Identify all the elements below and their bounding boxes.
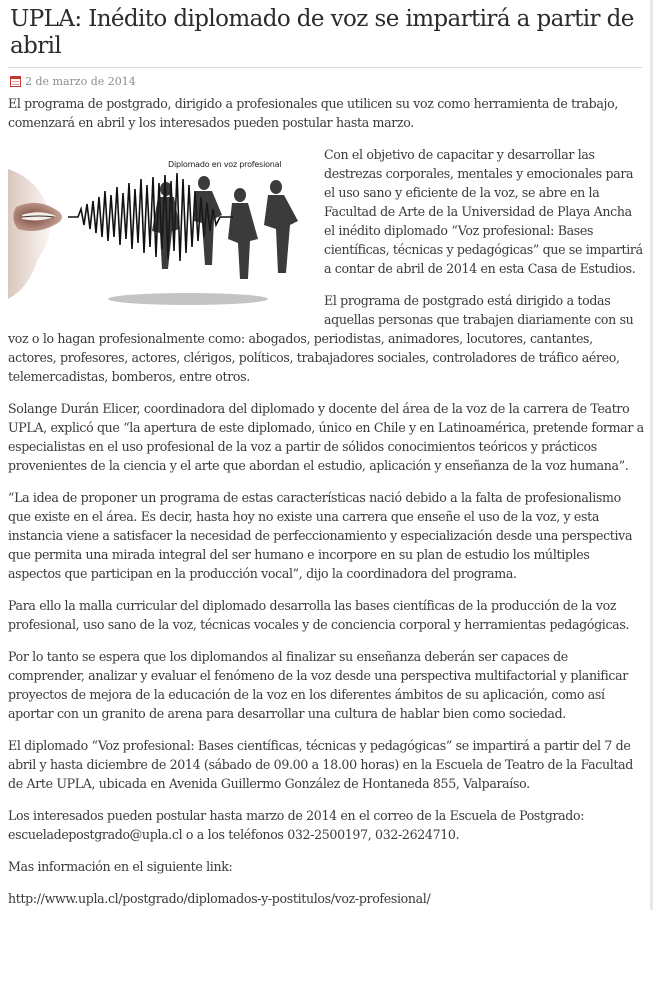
image-caption: Diplomado en voz profesional [168,160,282,169]
paragraph-quote: “La idea de proponer un programa de estas características nació debido a la falta de profesionalismo que existe en el área. Es decir, hasta hoy no existe una carrera que enseñe el uso de la voz, y esta instancia viene a satisfacer la necesidad de perfeccionamiento y especialización desde una perspectiva que permita una mirada integral del ser humano e incorpore en su plan de estudio los múltiples aspectos que participan en la producción vocal”, dijo la coordinadora del programa. [8,490,633,581]
article-body [8,94,644,921]
paragraph-schedule: El diplomado “Voz profesional: Bases científicas, técnicas y pedagógicas” se impartirá a partir del 7 de abril y hasta diciembre de 2014 (sábado de 09.00 a 18.00 horas) en la Escuela de Teatro de la Facultad de Arte UPLA, ubicada en Avenida Guillermo González de Hontaneda 855, Valparaíso. [8,738,633,791]
article-date: 2 de marzo de 2014 [25,74,136,88]
paragraph-contact: Los interesados pueden postular hasta marzo de 2014 en el correo de la Escuela de Postgrado: escueladepostgrado@upla.cl o a los teléfonos 032-2500197, 032-2624710. [8,808,585,842]
article-image [8,149,310,313]
paragraph-curriculum: Para ello la malla curricular del diplomado desarrolla las bases científicas de la producción de la voz profesional, uso sano de la voz, técnicas vocales y de conciencia corporal y herramientas pedagógicas. [8,598,630,632]
paragraph-outcomes: Por lo tanto se espera que los diplomandos al finalizar su enseñanza deberán ser capaces de comprender, analizar y evaluar el fenómeno de la voz desde una perspectiva multifactorial y planificar proyectos de mejora de la educación de la voz en los diferentes ámbitos de su aplicación, como así aportar con un granito de arena para desarrollar una cultura de hablar bien como sociedad. [8,649,628,721]
article-title: UPLA: Inédito diplomado de voz se impartirá a partir de abril [10,6,634,59]
program-link[interactable]: http://www.upla.cl/postgrado/diplomados-y-postitulos/voz-profesional/ [8,891,431,906]
paragraph-link [8,889,644,908]
paragraph-more-info: Mas información en el siguiente link: [8,859,233,874]
paragraph-coordinator: Solange Durán Elicer, coordinadora del diplomado y docente del área de la voz de la carrera de Teatro UPLA, explicó que “la apertura de este diplomado, único en Chile y en Latinoamérica, pretende formar a especialistas en el uso profesional de la voz a partir de sólidos conocimientos teóricos y prácticos provenientes de la ciencia y el arte que abordan el estudio, aplicación y enseñanza de la voz humana”. [8,401,644,473]
paragraph-lead: El programa de postgrado, dirigido a profesionales que utilicen su voz como herramienta de trabajo, comenzará en abril y los interesados pueden postular hasta marzo. [8,96,618,130]
title-divider [8,67,642,68]
paragraph-audience: El programa de postgrado está dirigido a todas aquellas personas que trabajen diariamente con su voz o lo hagan profesionalmente como: abogados, periodistas, animadores, locutores, cantantes, actores, profesores, actores, clérigos, políticos, trabajadores sociales, controladores de tráfico aéreo, telemercadistas, bomberos, entre otros. [8,293,634,384]
paragraph-objective: Con el objetivo de capacitar y desarrollar las destrezas corporales, mentales y emocionales para el uso sano y eficiente de la voz, se abre en la Facultad de Arte de la Universidad de Playa Ancha el inédito diplomado “Voz profesional: Bases científicas, técnicas y pedagógicas” que se impartirá a contar de abril de 2014 en esta Casa de Estudios. [324,147,643,276]
calendar-icon [10,76,21,87]
article-meta [10,73,136,89]
